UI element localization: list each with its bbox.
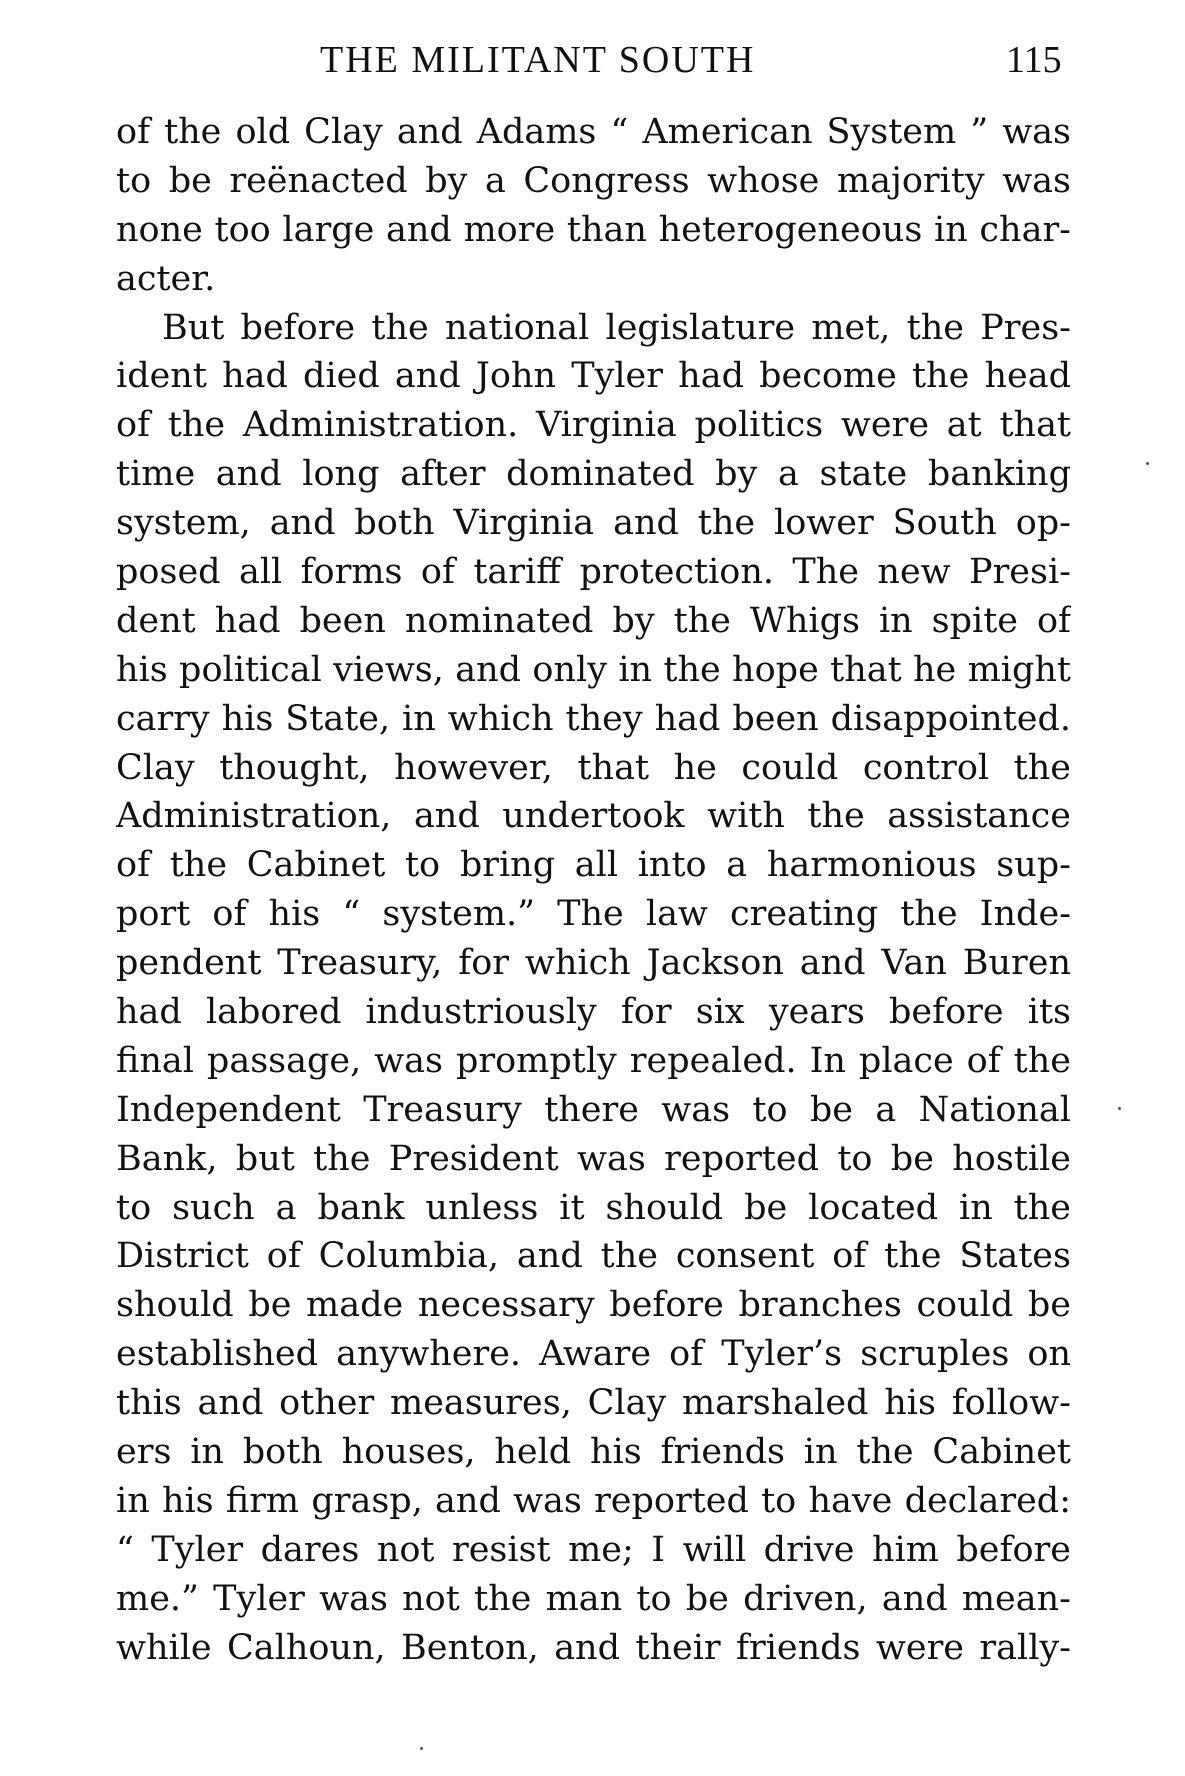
text-line: acter. xyxy=(116,258,216,299)
body-text xyxy=(116,108,1071,1673)
text-line: posed all forms of tariff protection. The new Presi- xyxy=(116,552,1071,593)
text-line: should be made necessary before branches could be xyxy=(116,1285,1071,1326)
text-line: his political views, and only in the hope that he might xyxy=(116,649,1071,690)
text-line: of the Administration. Virginia politics were at that xyxy=(116,405,1071,446)
text-line: ident had died and John Tyler had become the head xyxy=(116,356,1071,397)
text-line: established anywhere. Aware of Tyler’s scruples on xyxy=(116,1334,1071,1375)
text-line: to such a bank unless it should be located in the xyxy=(116,1187,1071,1228)
text-line: to be reënacted by a Congress whose majority was xyxy=(116,160,1071,201)
text-line: of the Cabinet to bring all into a harmonious sup- xyxy=(116,845,1071,886)
text-line: Bank, but the President was reported to be hostile xyxy=(116,1138,1071,1179)
text-line: Independent Treasury there was to be a National xyxy=(116,1089,1071,1130)
text-line: carry his State, in which they had been disappointed. xyxy=(116,698,1071,739)
text-line: in his firm grasp, and was reported to have declared: xyxy=(116,1480,1071,1521)
text-line: port of his “ system.” The law creating the Inde- xyxy=(116,894,1071,935)
scan-speck xyxy=(420,1747,423,1750)
text-line: Administration, and undertook with the assistance xyxy=(116,796,1071,837)
text-line: of the old Clay and Adams “ American System ” was xyxy=(116,112,1071,152)
text-line: final passage, was promptly repealed. In place of the xyxy=(116,1040,1071,1081)
page-header xyxy=(0,30,1185,90)
text-line: system, and both Virginia and the lower South op- xyxy=(116,503,1071,544)
text-line: Clay thought, however, that he could control the xyxy=(116,747,1071,788)
text-line: me.” Tyler was not the man to be driven, and mean- xyxy=(116,1578,1071,1619)
text-line: ers in both houses, held his friends in the Cabinet xyxy=(116,1432,1071,1473)
text-line: But before the national legislature met, the Pres- xyxy=(162,307,1071,348)
text-line: dent had been nominated by the Whigs in spite of xyxy=(116,600,1071,641)
scan-speck xyxy=(1146,462,1149,465)
text-line: pendent Treasury, for which Jackson and Van Buren xyxy=(116,943,1071,984)
text-line: had labored industriously for six years before its xyxy=(116,992,1071,1033)
text-line: time and long after dominated by a state banking xyxy=(116,454,1071,495)
text-line: this and other measures, Clay marshaled his follow- xyxy=(116,1383,1071,1424)
running-title: THE MILITANT SOUTH xyxy=(320,39,756,81)
page-number: 115 xyxy=(1006,39,1062,81)
scan-speck xyxy=(1118,1107,1121,1110)
text-line: none too large and more than heterogeneous in char- xyxy=(116,209,1071,250)
text-line: District of Columbia, and the consent of the States xyxy=(116,1236,1071,1277)
text-line: “ Tyler dares not resist me; I will drive him before xyxy=(116,1529,1071,1570)
text-line: while Calhoun, Benton, and their friends were rally- xyxy=(116,1627,1071,1668)
